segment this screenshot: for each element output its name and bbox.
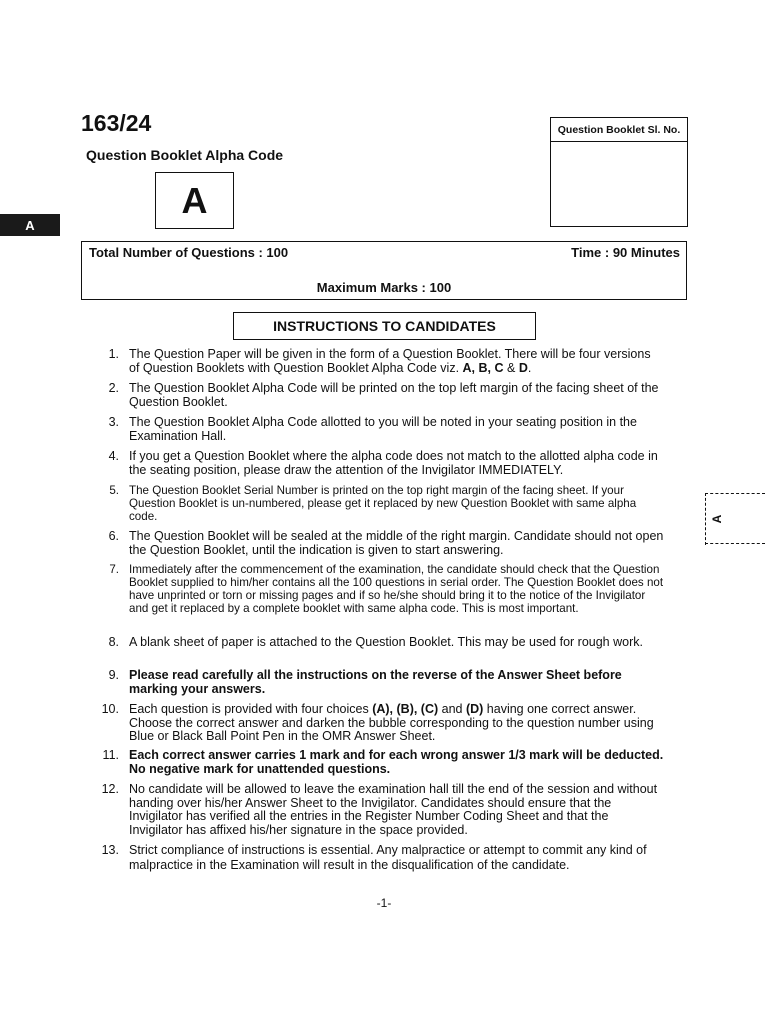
seal-dash-left (705, 493, 706, 545)
instruction-number: 9. (108, 668, 119, 682)
exam-time: Time : 90 Minutes (571, 245, 680, 260)
page-number: -1- (376, 896, 392, 910)
instruction-number: 12. (101, 782, 119, 796)
alpha-code-box: A (155, 172, 234, 229)
instruction-item (92, 450, 664, 477)
instruction-number: 4. (108, 449, 119, 463)
instruction-text: Each correct answer carries 1 mark and for each wrong answer 1/3 mark will be deducted. No negative mark for unattended questions. (129, 748, 664, 776)
choice-last: (D) (465, 702, 484, 716)
question-paper-code: 163/24 (81, 110, 152, 136)
total-questions: Total Number of Questions : 100 (89, 245, 289, 260)
instruction-number: 3. (108, 415, 119, 429)
instruction-item (92, 382, 664, 409)
instruction-text: Immediately after the commencement of the examination, the candidate should check that the Question Booklet supplied to him/her contains all the 100 questions in serial order. The Question Booklet does not have unprinted or torn or missing pages and if so he/she should bring it to the notice of the Invigilator and get it replaced by a complete booklet with same alpha code. This is most important. (129, 563, 664, 615)
instruction-item (92, 484, 664, 523)
seal-dash-top (705, 493, 765, 494)
instruction-item (92, 636, 664, 650)
instruction-text: Strict compliance of instructions is essential. Any malpractice or attempt to commit any kind of malpractice in the Examination will result in the disqualification of the candidate. (129, 843, 647, 872)
serial-number-label: Question Booklet Sl. No. (551, 118, 687, 142)
instruction-text: The Question Booklet Alpha Code allotted to you will be noted in your seating position in the Examination Hall. (129, 415, 637, 443)
instruction-text: The Question Booklet will be sealed at the middle of the right margin. Candidate should not open the Question Booklet, until the indication is given to start answering. (129, 529, 664, 557)
instruction-number: 5. (109, 484, 119, 497)
instruction-text: No candidate will be allowed to leave the examination hall till the end of the session and without handing over his/her Answer Sheet to the Invigilator. Candidates should ensure that the Invigilator has verified all the entries in the Register Number Coding Sheet and that the Invigilator has affixed his/her signature in the space provided. (129, 782, 658, 837)
instruction-item (92, 563, 664, 615)
side-alpha-tab: A (0, 214, 60, 236)
instruction-text: If you get a Question Booklet where the alpha code does not match to the allotted alpha code in the seating position, please draw the attention of the Invigilator IMMEDIATELY. (129, 449, 658, 477)
instruction-number: 2. (108, 381, 119, 395)
instruction-number: 8. (108, 635, 119, 649)
instruction-text: The Question Booklet Alpha Code will be printed on the top left margin of the facing sheet of the Question Booklet. (129, 381, 659, 409)
conjunction: and (438, 702, 466, 716)
instruction-item (92, 703, 664, 744)
instruction-text: Please read carefully all the instructions on the reverse of the Answer Sheet before marking your answers. (129, 668, 622, 696)
instruction-item (92, 843, 664, 873)
ampersand: & (503, 360, 519, 375)
instruction-number: 1. (108, 347, 119, 361)
seal-alpha-code: A (710, 514, 724, 524)
instruction-text (129, 348, 664, 375)
instruction-text-part: having one correct answer. Choose the correct answer and darken the bubble corresponding to the question number using Blue or Black Ball Point Pen in the OMR Answer Sheet. (129, 702, 654, 743)
exam-info-box (81, 241, 687, 300)
instruction-item (92, 416, 664, 443)
maximum-marks: Maximum Marks : 100 (316, 280, 452, 295)
instruction-number: 7. (109, 563, 119, 576)
alpha-code-last: D (518, 360, 528, 375)
instruction-text: The Question Booklet Serial Number is printed on the top right margin of the facing sheet. If your Question Booklet is un-numbered, please get it replaced by new Question Booklet with same alpha code. (129, 484, 637, 523)
serial-number-box (550, 117, 688, 227)
seal-margin-tab (705, 493, 768, 545)
instruction-number: 10. (101, 702, 119, 716)
instruction-item (92, 530, 664, 557)
instruction-text (129, 703, 664, 744)
instruction-item (92, 783, 664, 837)
instruction-number: 6. (108, 529, 119, 543)
instructions-heading: INSTRUCTIONS TO CANDIDATES (233, 312, 536, 340)
alpha-code-list: A, B, C (462, 360, 504, 375)
instruction-text: A blank sheet of paper is attached to the Question Booklet. This may be used for rough work. (129, 635, 643, 649)
alpha-code-title: Question Booklet Alpha Code (86, 147, 284, 163)
instruction-number: 13. (101, 843, 119, 857)
instruction-text-part: The Question Paper will be given in the form of a Question Booklet. There will be four versions of Question Booklets with Question Booklet Alpha Code viz. (129, 347, 651, 375)
choice-list: (A), (B), (C) (372, 702, 439, 716)
instruction-item (92, 669, 664, 696)
seal-dash-bottom (705, 543, 765, 544)
instruction-item (92, 348, 664, 375)
instruction-text-part: Each question is provided with four choices (129, 702, 373, 716)
instruction-number: 11. (102, 748, 119, 762)
sentence-end: . (527, 360, 532, 375)
instruction-item (92, 749, 664, 776)
